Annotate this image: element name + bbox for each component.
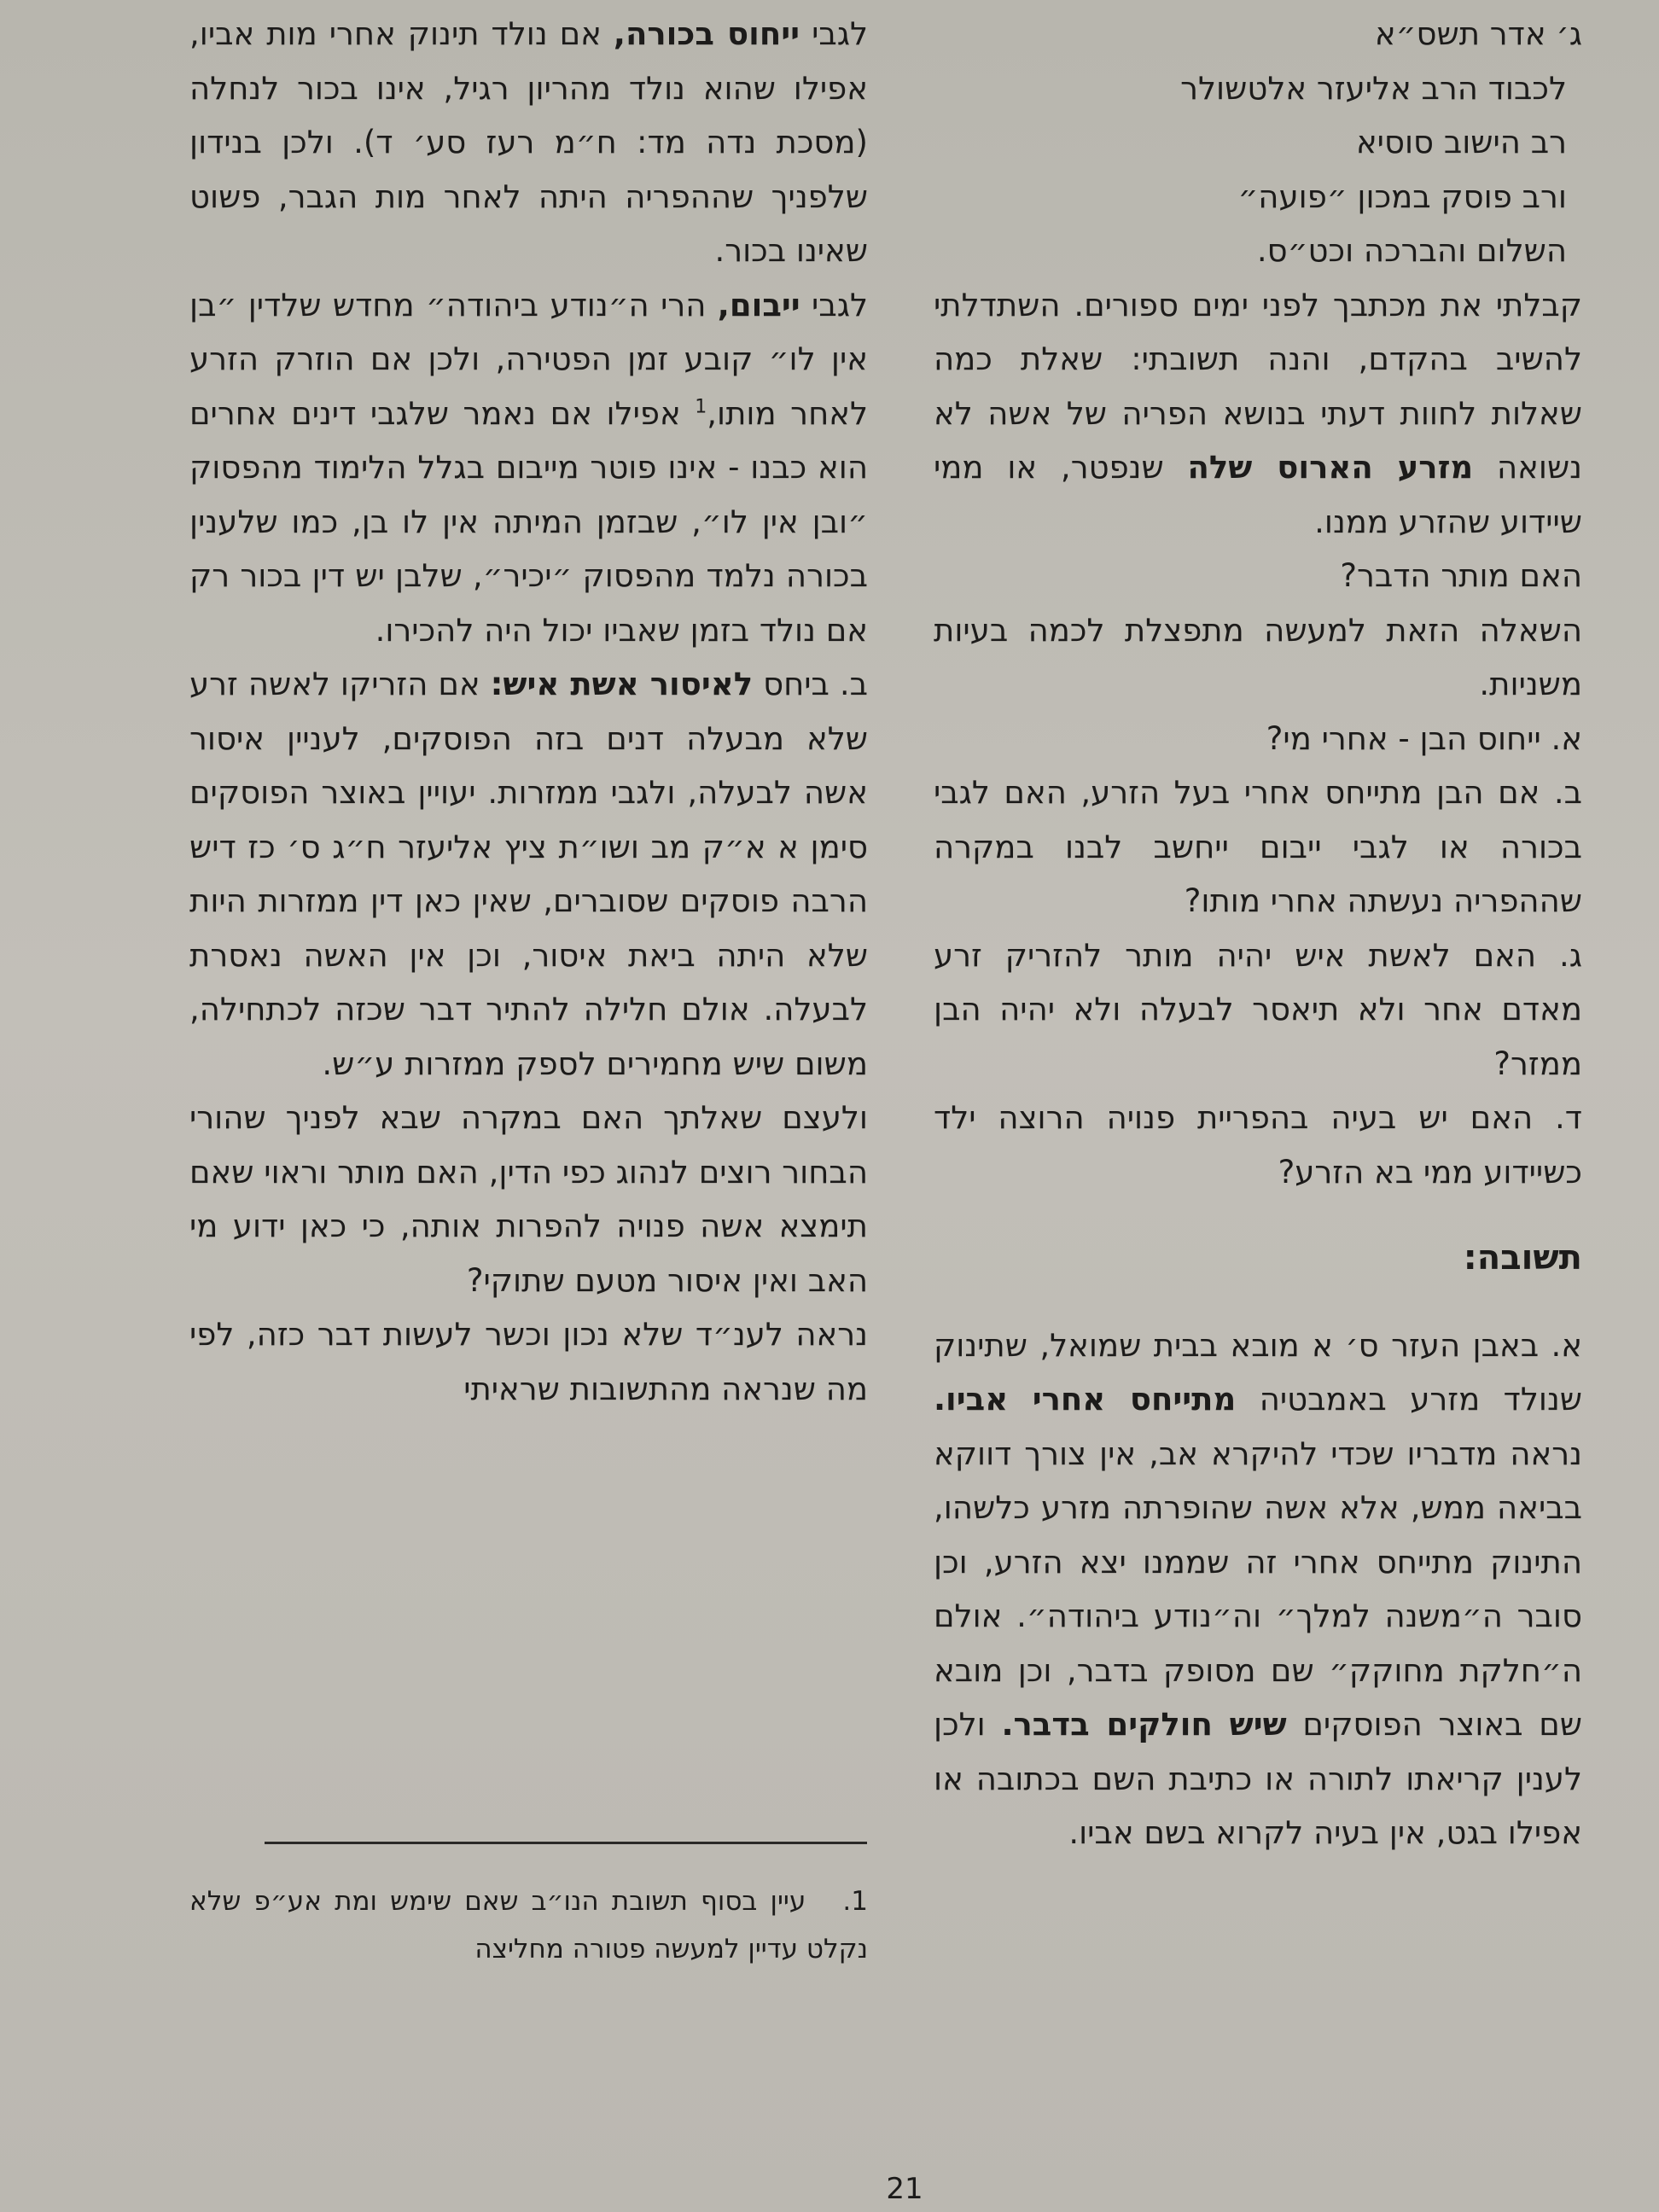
paragraph-text: לגבי [812, 286, 868, 323]
intro-paragraph [934, 278, 1582, 550]
addressee-line: ורב פוסק במכון ״פועה״ [1237, 178, 1567, 215]
intro-text: קבלתי את מכתבך לפני ימים ספורים. השתדלתי להשיב בהקדם, והנה תשובתי: שאלת כמה שאלות לחוות דעתי בנושא הפריה של אשה לא נשואה [934, 286, 1582, 486]
answer-paragraph: נראה לענ״ד שלא נכון וכשר לעשות דבר כזה, לפי מה שנראה מהתשובות שראיתי [189, 1316, 868, 1407]
greeting-line: השלום והברכה וכט״ס. [1256, 232, 1567, 269]
paragraph-bold: לאיסור אשת איש: [490, 666, 754, 702]
question-paragraph: ולעצם שאלתך האם במקרה שבא לפניך שהורי הבחור רוצים לנהוג כפי הדין, האם מותר וראוי שאם תימצא אשה פנויה להפרות אותה, כי כאן ידוע מי האב ואין איסור מטעם שתוקי? [189, 1099, 868, 1299]
paragraph-text: אם נולד תינוק אחרי מות אביו, אפילו שהוא נולד מהריון רגיל, אינו בכור לנחלה (מסכת נדה מד: ח״מ רעז סע׳ ד). ולכן בנידון שלפניך שההפריה היתה לאחר מות הגבר, פשוט שאינו בכור. [189, 15, 868, 269]
intro-text-tail: שנפטר, או ממי שיידוע שהזרע ממנו. [934, 449, 1582, 540]
answer-bold: מתייחס אחרי אביו. [934, 1381, 1237, 1417]
answer-text: ולכן לענין קריאתו לתורה או כתיבת השם בכתובה או אפילו בגט, אין בעיה לקרוא בשם אביו. [934, 1706, 1582, 1851]
intro-bold: מזרע הארוס שלה [1187, 449, 1474, 486]
left-column [189, 7, 868, 1416]
answer-paragraph-a [934, 1318, 1582, 1860]
answer-bold: שיש חולקים בדבר. [1001, 1706, 1287, 1743]
footnote-divider [265, 1842, 867, 1844]
intro-question: האם מותר הדבר? [1340, 557, 1582, 594]
paragraph-text: אפילו אם נאמר שלגבי דינים אחרים הוא כבנו - אינו פוטר מייבום בגלל הלימוד מהפסוק ״ובן אין לו״, שבזמן המיתה אין לו בן, כמו שלענין בכורה נלמד מהפסוק ״יכיר״, שלבן יש דין בכור רק אם נולד בזמן שאביו יכול היה להכירו. [189, 394, 868, 649]
answer-text: נראה מדבריו שכדי להיקרא אב, אין צורך דווקא בביאה ממש, אלא אשה שהופרתה מזרע כלשהו, התינוק מתייחס אחרי זה שממנו יצא הזרע, וכן סובר ה״משנה למלך״ וה״נודע ביהודה״. אולם ה״חלקת מחוקק״ שם מסופק בדבר, וכן מובא שם באוצר הפוסקים [934, 1435, 1582, 1743]
question-item: א. ייחוס הבן - אחרי מי? [1266, 719, 1582, 757]
footnote-reference: 1 [695, 396, 707, 418]
addressee-line: רב הישוב סוסיא [1355, 124, 1567, 160]
answer-heading: תשובה: [1463, 1238, 1582, 1278]
paragraph-text: הרי ה״נודע ביהודה״ מחדש שלדין ״בן אין לו״ קובע זמן הפטירה, ולכן אם הוזרק הזרע לאחר מותו, [189, 286, 869, 432]
answer-text: א. באבן העזר ס׳ א מובא בבית שמואל, שתינוק שנולד מזרע באמבטיה [934, 1326, 1582, 1417]
paragraph-bold: ייחוס בכורה, [613, 15, 800, 52]
eshet-ish-paragraph [189, 657, 868, 1091]
footnote-number: 1. [842, 1886, 868, 1917]
letter-date: ג׳ אדר תשס״א [1374, 15, 1582, 52]
paragraph-bold: ייבום, [717, 286, 800, 323]
paragraph-text: אם הזריקו לאשה זרע שלא מבעלה דנים בזה הפוסקים, לעניין איסור אשה לבעלה, ולגבי ממזרות. יעויין באוצר הפוסקים סימן א א״ק מב ושו״ת ציץ אליעזר ח״ג ס׳ כז דיש הרבה פוסקים שסוברים, שאין כאן דין ממזרות היות שלא היתה ביאת איסור, וכן אין האשה נאסרת לבעלה. אולם חלילה להתיר דבר שכזה לכתחילה, משום שיש מחמירים לספק ממזרות ע״ש. [189, 666, 868, 1082]
page-number: 21 [886, 2172, 923, 2206]
footnote [189, 1877, 868, 1973]
intro-split: השאלה הזאת למעשה מתפצלת לכמה בעיות משניות. [934, 611, 1582, 702]
question-item: ג. האם לאשת איש יהיה מותר להזריק זרע מאדם אחר ולא תיאסר לבעלה ולא יהיה הבן ממזר? [934, 936, 1582, 1082]
right-column [934, 7, 1582, 1860]
question-item: ב. אם הבן מתייחס אחרי בעל הזרע, האם לגבי בכורה או לגבי ייבום ייחשב לבנו במקרה שההפריה נעשתה אחרי מותו? [934, 774, 1582, 919]
question-item: ד. האם יש בעיה בהפריית פנויה הרוצה ילד כשיידוע ממי בא הזרע? [934, 1099, 1582, 1190]
addressee-line: לכבוד הרב אליעזר אלטשולר [1180, 69, 1567, 107]
yibum-paragraph [189, 278, 868, 658]
paragraph-text: ב. ביחס [763, 666, 869, 702]
footnote-text: עיין בסוף תשובת הנו״ב שאם שימש ומת אע״פ שלא נקלט עדיין למעשה פטורה מחליצה [189, 1886, 868, 1965]
paragraph-text: לגבי [812, 15, 869, 52]
bechora-paragraph [189, 7, 868, 278]
